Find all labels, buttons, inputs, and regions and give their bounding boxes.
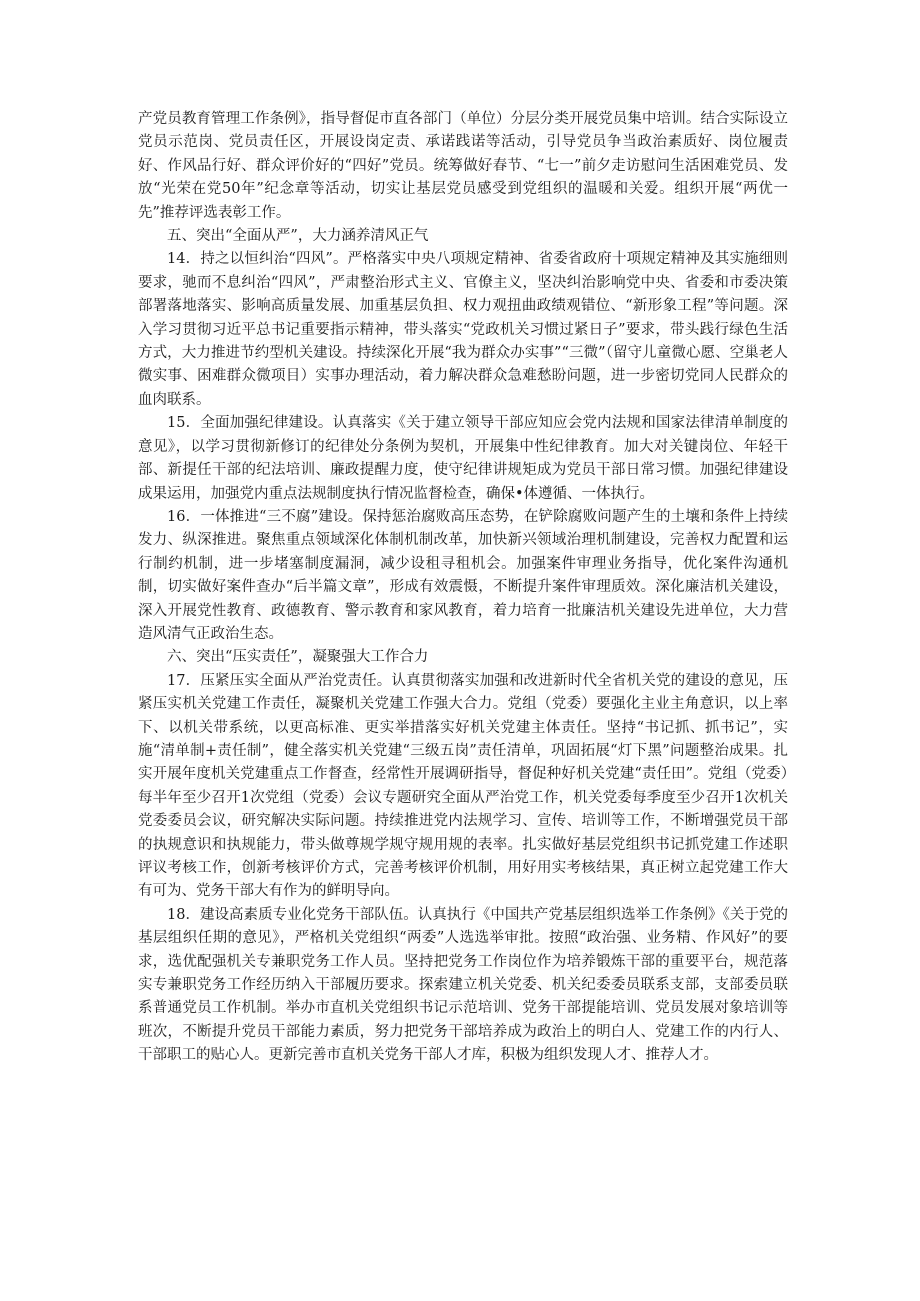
section-heading-5: 五、突出“全面从严”，大力涵养清风正气 [167, 228, 429, 245]
paragraph-15: 15．全面加强纪律建设。认真落实《关于建立领导干部应知应会党内法规和国家法律清单制度的意见》，以学习贯彻新修订的纪律处分条例为契机，开展集中性纪律教育。加大对关键岗位、年轻干部、新提任干部的纪法培训、廉政提醒力度，使守纪律讲规矩成为党员干部日常习惯。加强纪律建设成果运用，加强党内重点法规制度执行情况监督检查，确保•体遵循、一体执行。 [138, 415, 788, 502]
section-heading-6: 六、突出“压实责任”，凝聚强大工作合力 [167, 649, 429, 666]
paragraph-14: 14．持之以恒纠治“四风”。严格落实中央八项规定精神、省委省政府十项规定精神及其实施细则要求，驰而不息纠治“四风”，严肃整治形式主义、官僚主义，坚决纠治影响党中央、省委和市委决策部署落地落实、影响高质量发展、加重基层负担、权力观扭曲政绩观错位、“新形象工程”等问题。深入学习贯彻习近平总书记重要指示精神，带头落实“党政机关习惯过紧日子”要求，带头践行绿色生活方式，大力推进节约型机关建设。持续深化开展“我为群众办实事”“三微”（留守儿童微心愿、空巢老人微实事、困难群众微项目）实事办理活动，着力解决群众急难愁盼问题，进一步密切党同人民群众的血肉联系。 [138, 251, 788, 408]
paragraph-18: 18．建设高素质专业化党务干部队伍。认真执行《中国共产党基层组织选举工作条例》《关于党的基层组织任期的意见》，严格机关党组织“两委”人选选举审批。按照“政治强、业务精、作风好”的要求，选优配强机关专兼职党务工作人员。坚持把党务工作岗位作为培养锻炼干部的重要平台，规范落实专兼职党务工作经历纳入干部履历要求。探索建立机关党委、机关纪委委员联系支部，支部委员联系普通党员工作机制。举办市直机关党组织书记示范培训、党务干部提能培训、党员发展对象培训等班次，不断提升党员干部能力素质，努力把党务干部培养成为政治上的明白人、党建工作的内行人、干部职工的贴心人。更新完善市直机关党务干部人才库，积极为组织发现人才、推荐人才。 [138, 906, 788, 1064]
document-body [138, 108, 788, 1068]
paragraph-continued: 产党员教育管理工作条例》，指导督促市直各部门（单位）分层分类开展党员集中培训。结合实际设立党员示范岗、党员责任区，开展设岗定责、承诺践诺等活动，引导党员争当政治素质好、岗位履责好、作风品行好、群众评价好的“四好”党员。统筹做好春节、“七一”前夕走访慰问生活困难党员、发放“光荣在党50年”纪念章等活动，切实让基层党员感受到党组织的温暖和关爱。组织开展“两优一先”推荐评选表彰工作。 [138, 111, 788, 221]
paragraph-16: 16．一体推进“三不腐”建设。保持惩治腐败高压态势，在铲除腐败问题产生的土壤和条件上持续发力、纵深推进。聚焦重点领域深化体制机制改革，加快新兴领域治理机制建设，完善权力配置和运行制约机制，进一步堵塞制度漏洞，减少设租寻租机会。加强案件审理业务指导，优化案件沟通机制，切实做好案件查办“后半篇文章”，形成有效震慑，不断提升案件审理质效。深化廉洁机关建设，深入开展党性教育、政德教育、警示教育和家风教育，着力培育一批廉洁机关建设先进单位，大力营造风清气正政治生态。 [138, 508, 788, 642]
paragraph-17: 17．压紧压实全面从严治党责任。认真贯彻落实加强和改进新时代全省机关党的建设的意见，压紧压实机关党建工作责任，凝聚机关党建工作强大合力。党组（党委）要强化主业主角意识，以上率下、以机关带系统，以更高标准、更实举措落实好机关党建主体责任。坚持“书记抓、抓书记”，实施“清单制+责任制”，健全落实机关党建“三级五岗”责任清单，巩固拓展“灯下黑”问题整治成果。扎实开展年度机关党建重点工作督查，经常性开展调研指导，督促种好机关党建“责任田”。党组（党委）每半年至少召开1次党组（党委）会议专题研究全面从严治党工作，机关党委每季度至少召开1次机关党委委员会议，研究解决实际问题。持续推进党内法规学习、宣传、培训等工作，不断增强党员干部的执规意识和执规能力，带头做尊规学规守规用规的表率。扎实做好基层党组织书记抓党建工作述职评议考核工作，创新考核评价方式，完善考核评价机制，用好用实考核结果，真正树立起党建工作大有可为、党务干部大有作为的鲜明导向。 [138, 672, 788, 900]
